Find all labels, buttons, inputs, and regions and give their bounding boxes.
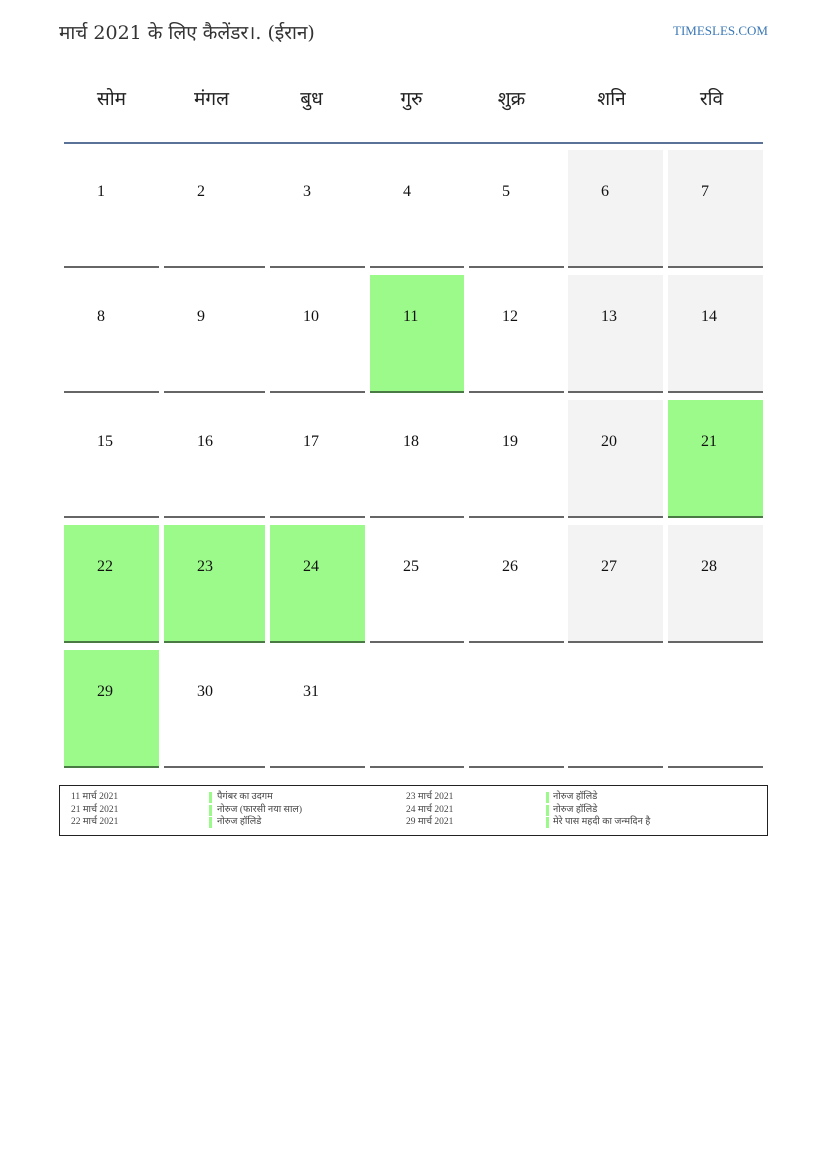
weekday-wed: बुध bbox=[300, 88, 323, 110]
legend-holiday-name: नोरुज हॉलिडे bbox=[553, 792, 598, 802]
day-number: 29 bbox=[97, 683, 113, 700]
day-cell[interactable] bbox=[270, 400, 365, 518]
day-number: 13 bbox=[601, 308, 617, 325]
legend-entry bbox=[60, 804, 760, 816]
day-number: 21 bbox=[701, 433, 717, 450]
empty-day-cell bbox=[370, 650, 464, 768]
day-cell[interactable] bbox=[64, 650, 159, 768]
weekday-mon: सोम bbox=[96, 88, 127, 110]
legend-holiday-name: नोरुज हॉलिडे bbox=[553, 804, 598, 815]
day-cell[interactable] bbox=[270, 275, 365, 393]
day-number: 9 bbox=[197, 308, 205, 325]
day-number: 5 bbox=[502, 183, 510, 200]
day-number: 31 bbox=[303, 683, 319, 700]
day-cell[interactable] bbox=[568, 525, 663, 643]
day-cell[interactable] bbox=[370, 525, 464, 643]
day-cell[interactable] bbox=[370, 275, 464, 393]
day-cell[interactable] bbox=[164, 525, 265, 643]
day-cell[interactable] bbox=[64, 275, 159, 393]
day-number: 28 bbox=[701, 558, 717, 575]
day-number: 6 bbox=[601, 183, 609, 200]
weekday-sun: रवि bbox=[699, 88, 724, 110]
day-number: 14 bbox=[701, 308, 717, 325]
day-number: 22 bbox=[97, 558, 113, 575]
legend-holiday-name: पैगंबर का उदगम bbox=[217, 792, 273, 802]
holiday-legend bbox=[59, 785, 768, 836]
day-number: 20 bbox=[601, 433, 617, 450]
legend-date: 11 मार्च 2021 bbox=[71, 792, 119, 802]
day-number: 25 bbox=[403, 558, 419, 575]
day-cell[interactable] bbox=[164, 275, 265, 393]
day-number: 18 bbox=[403, 433, 419, 450]
weekday-tue: मंगल bbox=[194, 88, 229, 110]
empty-day-cell bbox=[668, 650, 763, 768]
day-number: 3 bbox=[303, 183, 311, 200]
day-cell[interactable] bbox=[469, 150, 564, 268]
day-cell[interactable] bbox=[270, 150, 365, 268]
day-cell[interactable] bbox=[270, 650, 365, 768]
weekday-header-row bbox=[64, 85, 763, 125]
day-cell[interactable] bbox=[469, 525, 564, 643]
legend-date: 22 मार्च 2021 bbox=[71, 817, 119, 827]
day-number: 8 bbox=[97, 308, 105, 325]
day-number: 2 bbox=[197, 183, 205, 200]
day-cell[interactable] bbox=[164, 400, 265, 518]
empty-day-cell bbox=[568, 650, 663, 768]
day-cell[interactable] bbox=[668, 150, 763, 268]
day-cell[interactable] bbox=[370, 150, 464, 268]
day-cell[interactable] bbox=[469, 275, 564, 393]
day-cell[interactable] bbox=[668, 400, 763, 518]
weekday-fri: शुक्र bbox=[497, 88, 526, 110]
day-number: 26 bbox=[502, 558, 518, 575]
weekday-thu: गुरु bbox=[400, 88, 423, 110]
day-number: 10 bbox=[303, 308, 319, 325]
day-number: 19 bbox=[502, 433, 518, 450]
legend-holiday-name: मेरे पास महदी का जन्मदिन है bbox=[553, 817, 651, 827]
holiday-color-marker bbox=[546, 805, 549, 816]
day-cell[interactable] bbox=[568, 150, 663, 268]
day-cell[interactable] bbox=[270, 525, 365, 643]
legend-date: 29 मार्च 2021 bbox=[406, 817, 454, 827]
holiday-color-marker bbox=[546, 817, 549, 828]
legend-date: 21 मार्च 2021 bbox=[71, 804, 119, 815]
page-title: मार्च 2021 के लिए कैलेंडर।. (ईरान) bbox=[59, 22, 315, 44]
day-number: 17 bbox=[303, 433, 319, 450]
day-cell[interactable] bbox=[164, 150, 265, 268]
day-number: 16 bbox=[197, 433, 213, 450]
site-link[interactable]: TIMESLES.COM bbox=[673, 23, 768, 38]
day-number: 11 bbox=[403, 308, 419, 325]
legend-date: 23 मार्च 2021 bbox=[406, 792, 454, 802]
day-cell[interactable] bbox=[64, 150, 159, 268]
day-number: 1 bbox=[97, 183, 105, 200]
day-number: 24 bbox=[303, 558, 319, 575]
header-divider bbox=[64, 142, 763, 144]
day-cell[interactable] bbox=[568, 400, 663, 518]
day-number: 7 bbox=[701, 183, 709, 200]
day-cell[interactable] bbox=[370, 400, 464, 518]
day-cell[interactable] bbox=[568, 275, 663, 393]
day-cell[interactable] bbox=[668, 525, 763, 643]
day-cell[interactable] bbox=[469, 400, 564, 518]
legend-entry bbox=[60, 791, 760, 803]
day-number: 12 bbox=[502, 308, 518, 325]
empty-day-cell bbox=[469, 650, 564, 768]
legend-entry bbox=[60, 816, 760, 828]
day-cell[interactable] bbox=[668, 275, 763, 393]
day-number: 23 bbox=[197, 558, 213, 575]
legend-date: 24 मार्च 2021 bbox=[406, 804, 454, 815]
day-number: 4 bbox=[403, 183, 411, 200]
legend-holiday-name: नोरुज हॉलिडे bbox=[217, 817, 262, 827]
legend-holiday-name: नोरुज (फारसी नया साल) bbox=[217, 804, 303, 815]
day-number: 30 bbox=[197, 683, 213, 700]
day-cell[interactable] bbox=[64, 525, 159, 643]
holiday-color-marker bbox=[546, 792, 549, 803]
day-cell[interactable] bbox=[64, 400, 159, 518]
day-number: 27 bbox=[601, 558, 617, 575]
weekday-sat: शनि bbox=[597, 88, 626, 110]
day-number: 15 bbox=[97, 433, 113, 450]
day-cell[interactable] bbox=[164, 650, 265, 768]
